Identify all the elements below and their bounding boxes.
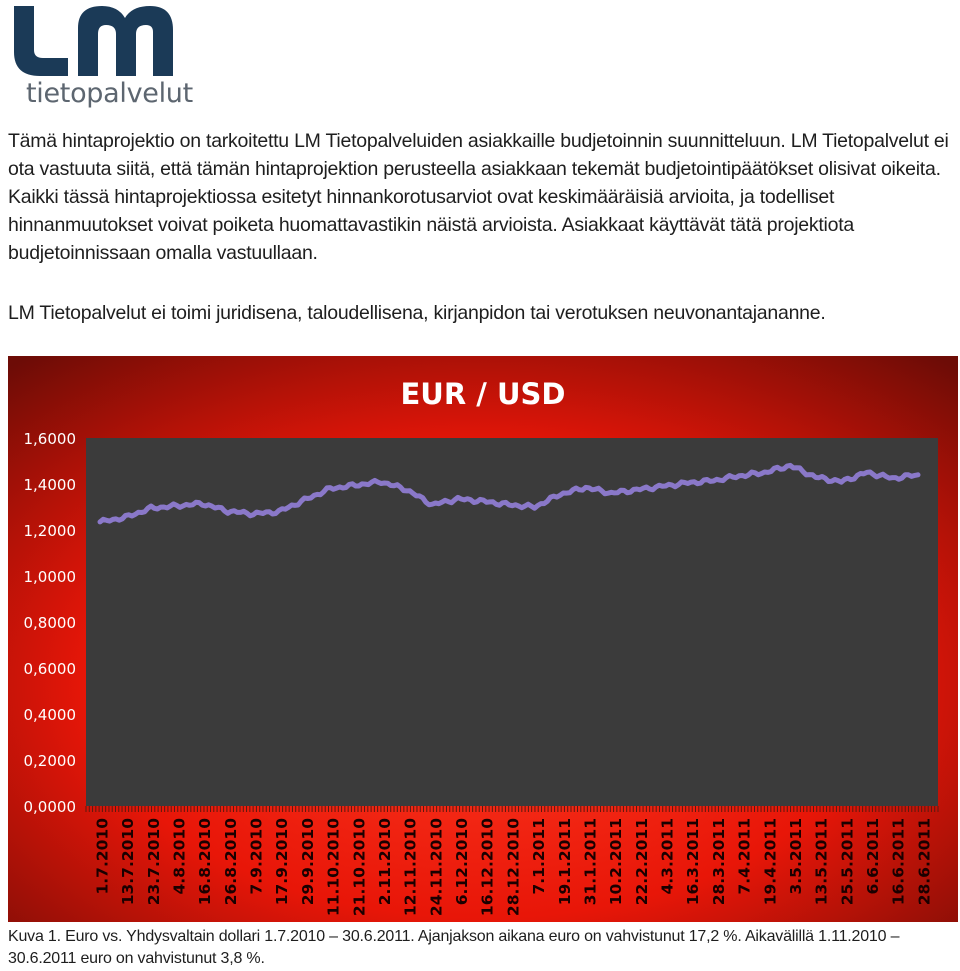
x-tick-label: 7.1.2011 (530, 818, 549, 895)
y-tick-label: 1,4000 (23, 476, 76, 494)
y-tick-label: 0,6000 (23, 660, 76, 678)
x-tick-label: 6.6.2011 (864, 818, 883, 895)
x-tick-label: 24.11.2010 (427, 818, 446, 917)
company-logo (10, 2, 193, 114)
y-tick-label: 0,2000 (23, 752, 76, 770)
x-tick-label: 19.4.2011 (761, 818, 780, 906)
x-tick-label: 3.5.2011 (786, 818, 805, 895)
eur-usd-chart (8, 356, 958, 922)
x-tick-label: 29.9.2010 (298, 818, 317, 906)
x-tick-label: 31.1.2011 (581, 818, 600, 906)
y-tick-label: 0,0000 (23, 798, 76, 816)
x-tick-label: 6.12.2010 (453, 818, 472, 906)
x-tick-label: 21.10.2010 (350, 818, 369, 917)
x-tick-label: 12.11.2010 (401, 818, 420, 917)
x-tick-label: 13.5.2011 (812, 818, 831, 906)
x-tick-label: 2.11.2010 (375, 818, 394, 906)
disclaimer-paragraph: LM Tietopalvelut ei toimi juridisena, taloudellisena, kirjanpidon tai verotuksen neuvonantajananne. (8, 302, 826, 324)
x-tick-label: 25.5.2011 (838, 818, 857, 906)
x-tick-label: 4.3.2011 (658, 818, 677, 895)
y-tick-label: 1,6000 (23, 430, 76, 448)
plot-area (86, 438, 938, 806)
x-tick-label: 17.9.2010 (273, 818, 292, 906)
x-tick-label: 1.7.2010 (93, 818, 112, 895)
x-tick-label: 4.8.2010 (170, 818, 189, 895)
x-tick-label: 28.3.2011 (709, 818, 728, 906)
x-tick-label: 28.6.2011 (915, 818, 934, 906)
lm-logo-mark (10, 2, 180, 78)
x-tick-label: 7.4.2011 (735, 818, 754, 895)
y-tick-label: 0,8000 (23, 614, 76, 632)
intro-paragraph: Tämä hintaprojektio on tarkoitettu LM Tietopalveluiden asiakkaille budjetoinnin suunnitteluun. LM Tietopalvelut ei ota vastuuta siitä, että tämän hintaprojektion perusteella asiakkaan tekemät budjetointipäätökset olisivat oikeita. Kaikki tässä hintaprojektiossa esitetyt hinnankorotusarviot ovat keskimääräisiä arvioita, ja todelliset hinnanmuutokset voivat poiketa huomattavastikin näistä arvioista. Asiakkaat käyttävät tätä projektiota budjetoinnissaan omalla vastuullaan. (8, 130, 949, 264)
x-tick-label: 16.8.2010 (196, 818, 215, 906)
x-tick-label: 16.6.2011 (889, 818, 908, 906)
figure-caption: Kuva 1. Euro vs. Yhdysvaltain dollari 1.7.2010 – 30.6.2011. Ajanjakson aikana euro on vahvistunut 17,2 %. Aikavälillä 1.11.2010 – 30.6.2011 euro on vahvistunut 3,8 %. (8, 928, 900, 967)
y-tick-label: 0,4000 (23, 706, 76, 724)
x-tick-label: 26.8.2010 (221, 818, 240, 906)
x-tick-label: 22.2.2011 (632, 818, 651, 906)
x-tick-label: 16.3.2011 (684, 818, 703, 906)
x-tick-label: 13.7.2010 (119, 818, 138, 906)
x-tick-label: 19.1.2011 (555, 818, 574, 906)
y-tick-label: 1,0000 (23, 568, 76, 586)
x-tick-label: 11.10.2010 (324, 818, 343, 917)
x-tick-label: 16.12.2010 (478, 818, 497, 917)
chart-title: EUR / USD (400, 377, 566, 411)
x-tick-label: 23.7.2010 (144, 818, 163, 906)
logo-subtitle: tietopalvelut (26, 78, 193, 109)
x-tick-label: 28.12.2010 (504, 818, 523, 917)
x-tick-label: 10.2.2011 (607, 818, 626, 906)
x-tick-label: 7.9.2010 (247, 818, 266, 895)
y-tick-label: 1,2000 (23, 522, 76, 540)
